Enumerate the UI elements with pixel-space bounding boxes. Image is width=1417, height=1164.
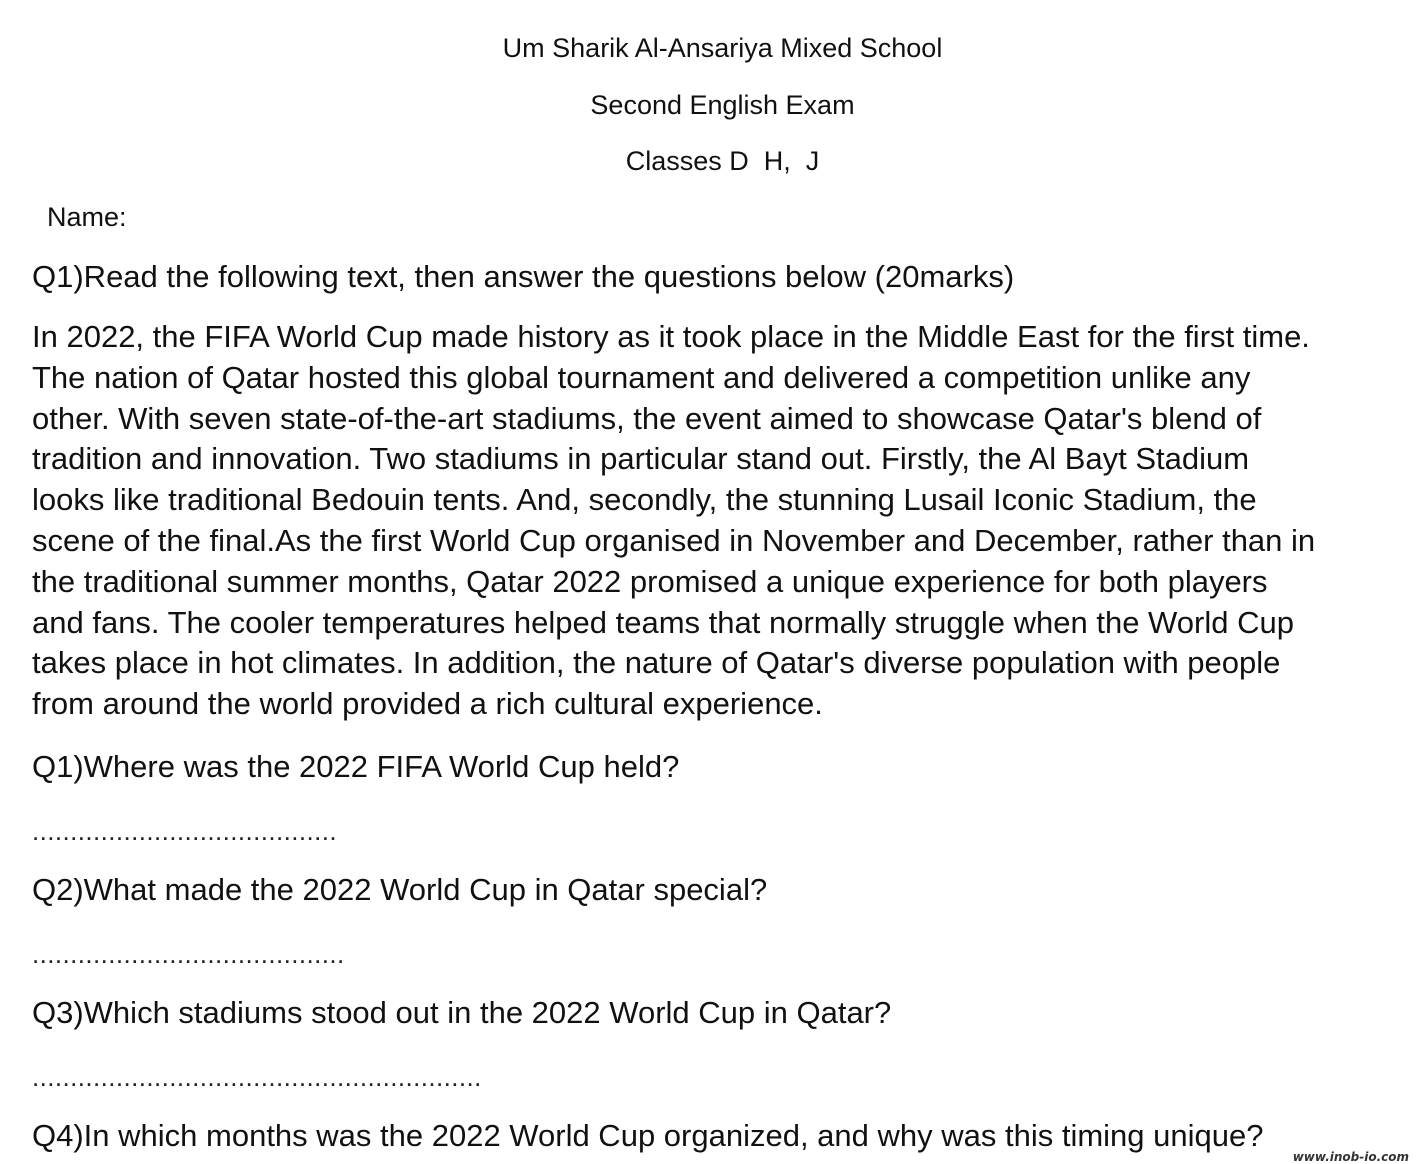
reading-passage	[32, 317, 1417, 725]
passage-line: looks like traditional Bedouin tents. And, secondly, the stunning Lusail Iconic Stadium, the	[32, 482, 1257, 518]
passage-line: scene of the final.As the first World Cup organised in November and December, rather than in	[32, 522, 1316, 558]
question-1: Q1)Where was the 2022 FIFA World Cup held?	[32, 749, 680, 784]
passage-line: In 2022, the FIFA World Cup made history as it took place in the Middle East for the first time.	[32, 319, 1310, 354]
passage-line: from around the world provided a rich cultural experience.	[32, 686, 823, 722]
passage-line: and fans. The cooler temperatures helped teams that normally struggle when the World Cup	[32, 604, 1294, 640]
passage-line: The nation of Qatar hosted this global tournament and delivered a competition unlike any	[32, 359, 1251, 395]
exam-title: Second English Exam	[590, 90, 855, 120]
instruction-heading: Q1)Read the following text, then answer the questions below (20marks)	[32, 259, 1015, 294]
answer-line-2: .........................................	[32, 941, 345, 967]
name-label: Name:	[47, 202, 127, 232]
school-name: Um Sharik Al-Ansariya Mixed School	[502, 33, 943, 63]
passage-line: takes place in hot climates. In addition, the nature of Qatar's diverse population with people	[32, 645, 1281, 681]
question-3: Q3)Which stadiums stood out in the 2022 World Cup in Qatar?	[32, 995, 892, 1030]
passage-line: other. With seven state-of-the-art stadiums, the event aimed to showcase Qatar's blend of	[32, 400, 1262, 436]
passage-line: the traditional summer months, Qatar 2022 promised a unique experience for both players	[32, 563, 1268, 599]
watermark: www.inob-io.com	[1292, 1150, 1409, 1164]
question-2: Q2)What made the 2022 World Cup in Qatar special?	[32, 872, 768, 907]
answer-line-3: ...........................................................	[32, 1064, 482, 1090]
classes-line: Classes D H, J	[625, 146, 820, 176]
question-4: Q4)In which months was the 2022 World Cup organized, and why was this timing unique?	[32, 1118, 1264, 1153]
answer-line-1: ........................................	[32, 818, 337, 844]
passage-line: tradition and innovation. Two stadiums in particular stand out. Firstly, the Al Bayt Stadium	[32, 441, 1250, 477]
